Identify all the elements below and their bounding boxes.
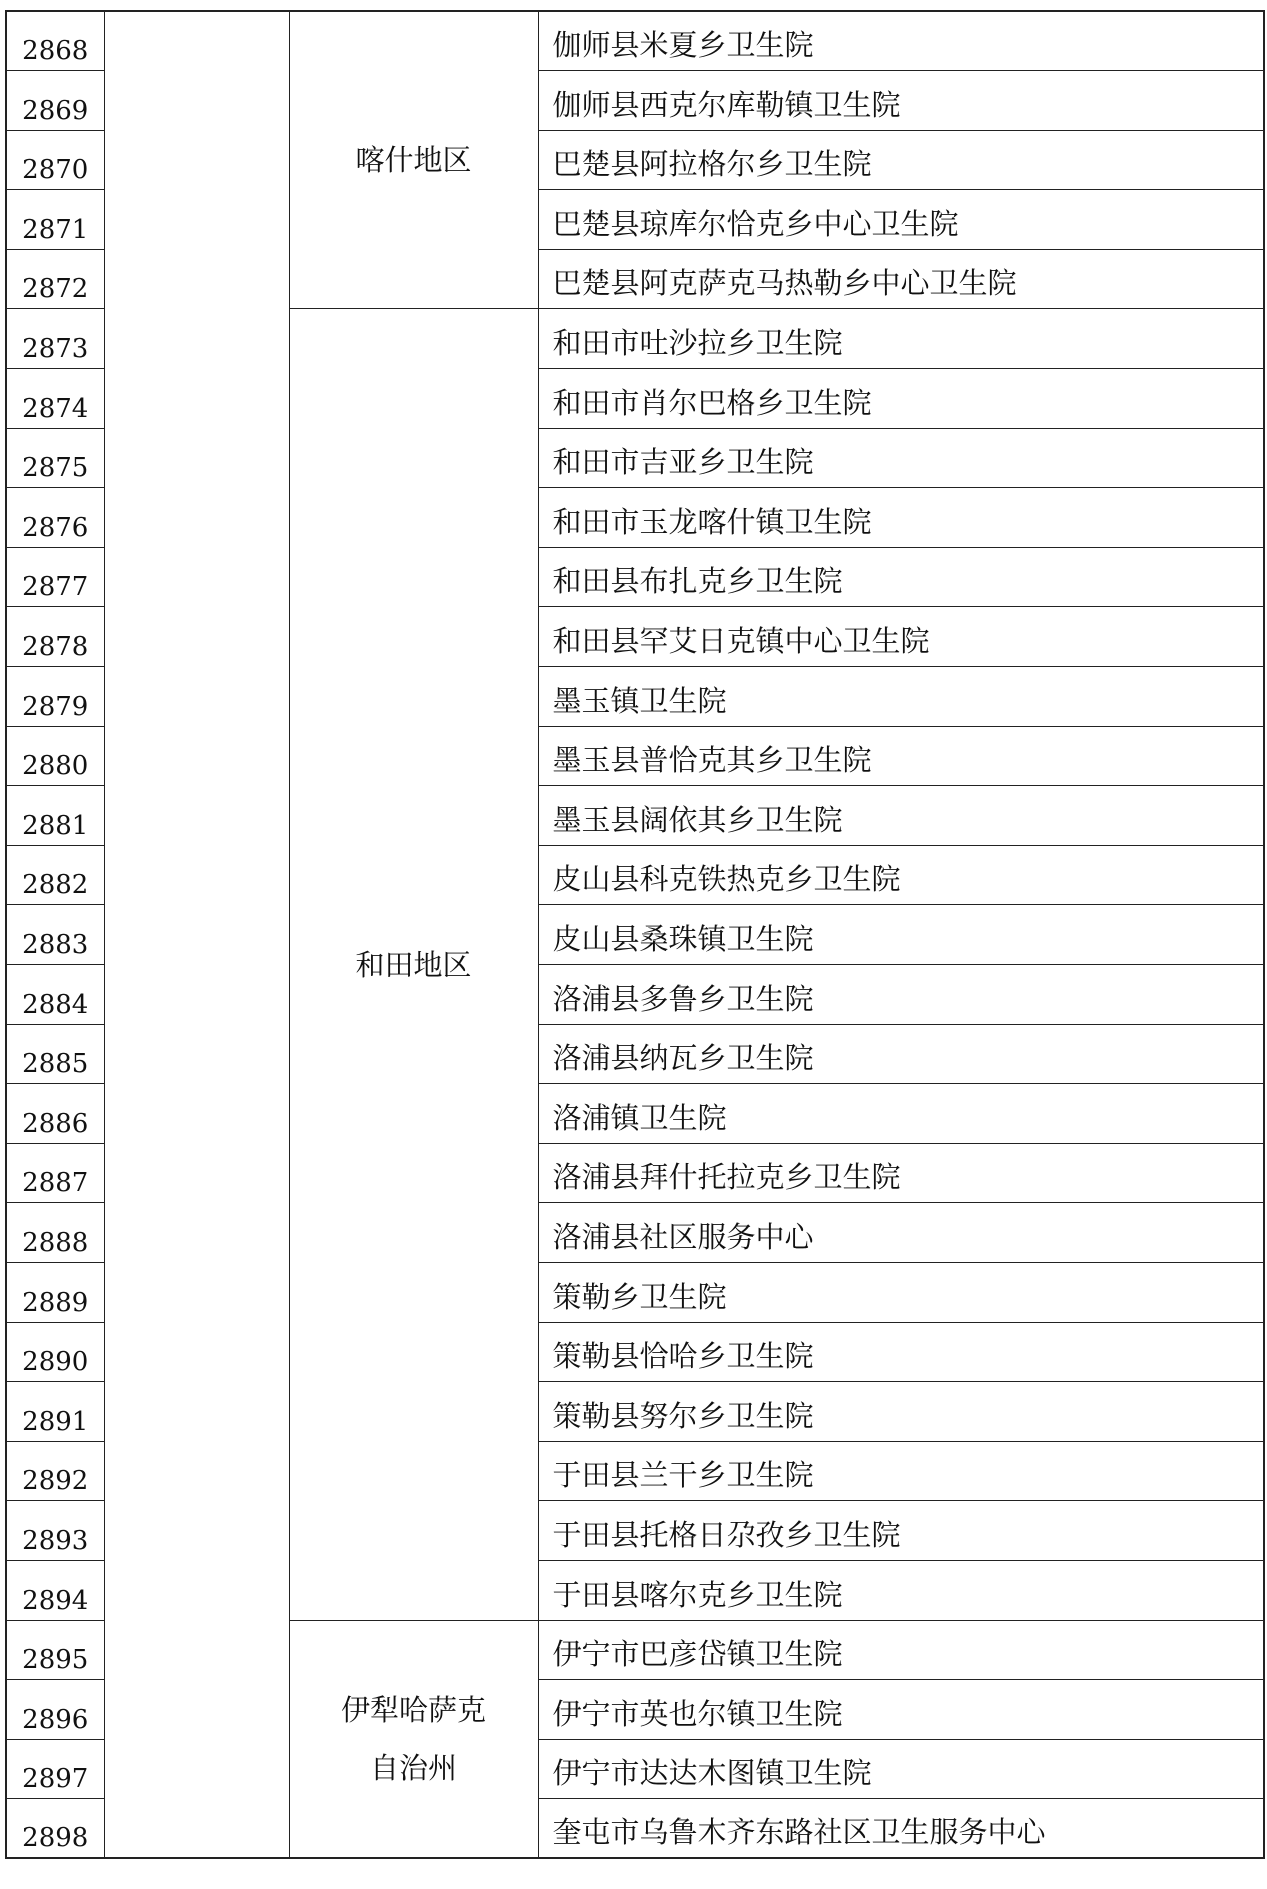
hospital-name: 策勒县努尔乡卫生院 <box>538 1382 1264 1442</box>
row-number: 2871 <box>6 190 104 250</box>
hospital-name: 皮山县桑珠镇卫生院 <box>538 905 1264 965</box>
hospital-name: 伊宁市达达木图镇卫生院 <box>538 1739 1264 1799</box>
row-number: 2883 <box>6 905 104 965</box>
row-number: 2896 <box>6 1680 104 1740</box>
region-cell-kashgar: 喀什地区 <box>289 11 538 309</box>
row-number: 2897 <box>6 1739 104 1799</box>
hospital-name: 巴楚县琼库尔恰克乡中心卫生院 <box>538 190 1264 250</box>
hospital-name: 伽师县西克尔库勒镇卫生院 <box>538 71 1264 131</box>
hospital-name: 伽师县米夏乡卫生院 <box>538 11 1264 71</box>
hospital-name: 墨玉县阔依其乡卫生院 <box>538 786 1264 846</box>
hospital-name: 墨玉县普恰克其乡卫生院 <box>538 726 1264 786</box>
row-number: 2898 <box>6 1799 104 1859</box>
hospital-name: 和田市玉龙喀什镇卫生院 <box>538 488 1264 548</box>
row-number: 2869 <box>6 71 104 131</box>
hospital-name: 洛浦县纳瓦乡卫生院 <box>538 1024 1264 1084</box>
row-number: 2892 <box>6 1441 104 1501</box>
region-cell-ili <box>289 1620 538 1858</box>
row-number: 2874 <box>6 369 104 429</box>
hospital-name: 巴楚县阿拉格尔乡卫生院 <box>538 130 1264 190</box>
row-number: 2879 <box>6 667 104 727</box>
row-number: 2889 <box>6 1262 104 1322</box>
row-number: 2872 <box>6 249 104 309</box>
row-number: 2890 <box>6 1322 104 1382</box>
row-number: 2878 <box>6 607 104 667</box>
row-number: 2893 <box>6 1501 104 1561</box>
row-number: 2873 <box>6 309 104 369</box>
row-number: 2882 <box>6 845 104 905</box>
hospital-name: 洛浦县拜什托拉克乡卫生院 <box>538 1143 1264 1203</box>
hospital-name: 伊宁市英也尔镇卫生院 <box>538 1680 1264 1740</box>
row-number: 2891 <box>6 1382 104 1442</box>
row-number: 2895 <box>6 1620 104 1680</box>
hospital-name: 洛浦县多鲁乡卫生院 <box>538 965 1264 1025</box>
row-number: 2876 <box>6 488 104 548</box>
province-cell <box>104 11 289 1858</box>
row-number: 2886 <box>6 1084 104 1144</box>
hospital-name: 和田市吉亚乡卫生院 <box>538 428 1264 488</box>
row-number: 2894 <box>6 1560 104 1620</box>
hospital-name: 洛浦镇卫生院 <box>538 1084 1264 1144</box>
row-number: 2875 <box>6 428 104 488</box>
hospital-name: 伊宁市巴彦岱镇卫生院 <box>538 1620 1264 1680</box>
row-number: 2880 <box>6 726 104 786</box>
row-number: 2885 <box>6 1024 104 1084</box>
hospital-name: 于田县兰干乡卫生院 <box>538 1441 1264 1501</box>
hospital-name: 于田县托格日尕孜乡卫生院 <box>538 1501 1264 1561</box>
hospital-name: 奎屯市乌鲁木齐东路社区卫生服务中心 <box>538 1799 1264 1859</box>
hospital-name: 墨玉镇卫生院 <box>538 667 1264 727</box>
row-number: 2870 <box>6 130 104 190</box>
row-number: 2887 <box>6 1143 104 1203</box>
row-number: 2877 <box>6 547 104 607</box>
hospital-name: 和田市肖尔巴格乡卫生院 <box>538 369 1264 429</box>
table-row <box>6 11 1264 71</box>
region-ili-line2: 自治州 <box>369 1750 457 1785</box>
hospital-name: 皮山县科克铁热克乡卫生院 <box>538 845 1264 905</box>
row-number: 2884 <box>6 965 104 1025</box>
region-ili-line1: 伊犁哈萨克 <box>340 1692 486 1727</box>
hospital-table <box>5 10 1265 1859</box>
hospital-name: 策勒乡卫生院 <box>538 1262 1264 1322</box>
hospital-name: 洛浦县社区服务中心 <box>538 1203 1264 1263</box>
row-number: 2868 <box>6 11 104 71</box>
hospital-name: 策勒县恰哈乡卫生院 <box>538 1322 1264 1382</box>
region-cell-hotan: 和田地区 <box>289 309 538 1620</box>
hospital-name: 和田市吐沙拉乡卫生院 <box>538 309 1264 369</box>
hospital-name: 和田县罕艾日克镇中心卫生院 <box>538 607 1264 667</box>
row-number: 2881 <box>6 786 104 846</box>
hospital-name: 和田县布扎克乡卫生院 <box>538 547 1264 607</box>
hospital-name: 巴楚县阿克萨克马热勒乡中心卫生院 <box>538 249 1264 309</box>
row-number: 2888 <box>6 1203 104 1263</box>
hospital-name: 于田县喀尔克乡卫生院 <box>538 1560 1264 1620</box>
